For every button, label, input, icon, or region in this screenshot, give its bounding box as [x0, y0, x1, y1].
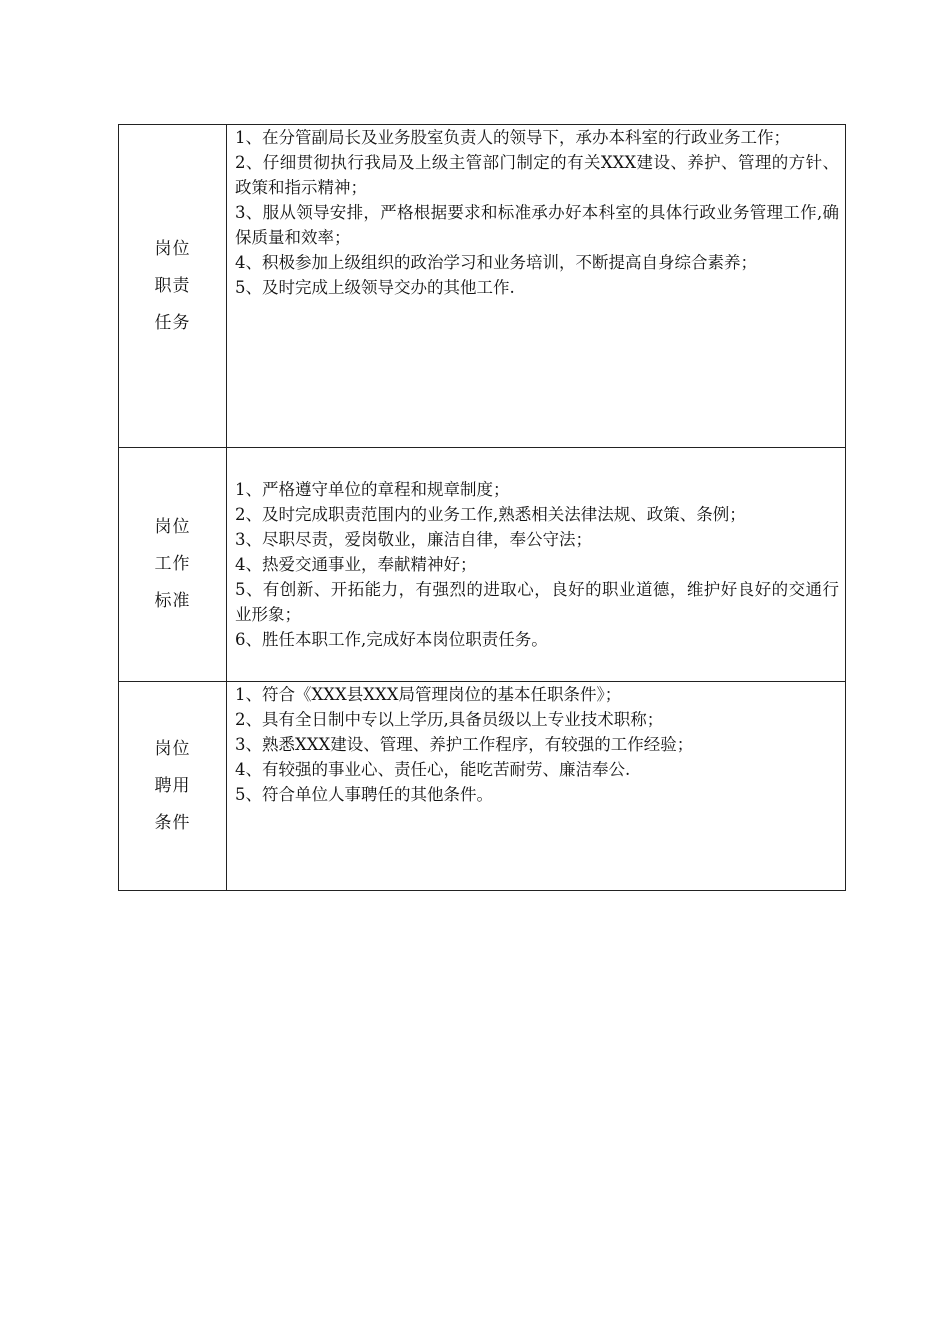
list-item: 5、有创新、开拓能力，有强烈的进取心，良好的职业道德，维护好良好的交通行业形象；	[235, 580, 839, 624]
row-content-cell	[227, 682, 846, 891]
list-item: 4、热爱交通事业，奉献精神好；	[235, 555, 477, 574]
list-item: 4、积极参加上级组织的政治学习和业务培训，不断提高自身综合素养；	[235, 253, 757, 272]
row-label-line: 岗位	[154, 738, 191, 759]
list-item: 1、严格遵守单位的章程和规章制度；	[235, 480, 510, 499]
row-label-line: 标准	[154, 591, 191, 611]
row-label-line: 条件	[154, 812, 191, 833]
row-label-line: 岗位	[154, 517, 191, 537]
list-item: 4、有较强的事业心、责任心，能吃苦耐劳、廉洁奉公.	[235, 760, 631, 779]
list-item: 6、胜任本职工作,完成好本岗位职责任务。	[235, 630, 548, 649]
list-item: 3、熟悉XXX建设、管理、养护工作程序，有较强的工作经验；	[235, 735, 694, 754]
row-label-line: 任务	[154, 312, 191, 333]
row-content-cell	[227, 448, 846, 682]
list-item: 2、及时完成职责范围内的业务工作,熟悉相关法律法规、政策、条例；	[235, 505, 746, 524]
table-row-duties	[119, 125, 846, 448]
row-label-cell	[119, 125, 227, 448]
content-list	[235, 448, 839, 652]
content-list	[235, 125, 839, 300]
list-item: 5、及时完成上级领导交办的其他工作.	[235, 278, 515, 297]
table-row-conditions	[119, 682, 846, 891]
content-list	[235, 682, 839, 807]
list-item: 3、尽职尽责，爱岗敬业，廉洁自律，奉公守法；	[235, 530, 592, 549]
row-label-line: 聘用	[154, 775, 191, 796]
row-label-line: 岗位	[154, 238, 191, 259]
list-item: 2、仔细贯彻执行我局及上级主管部门制定的有关XXX建设、养护、管理的方针、政策和指示精神；	[235, 153, 839, 197]
row-label-line: 工作	[154, 554, 191, 574]
row-content-cell	[227, 125, 846, 448]
row-label-line: 职责	[154, 275, 191, 296]
list-item: 1、符合《XXX县XXX局管理岗位的基本任职条件》；	[235, 685, 622, 704]
list-item: 3、服从领导安排，严格根据要求和标准承办好本科室的具体行政业务管理工作,确保质量和效率；	[235, 203, 839, 247]
job-description-table	[118, 124, 846, 891]
list-item: 5、符合单位人事聘任的其他条件。	[235, 785, 493, 804]
list-item: 1、在分管副局长及业务股室负责人的领导下，承办本科室的行政业务工作；	[235, 128, 790, 147]
row-label-cell	[119, 448, 227, 682]
row-label-cell	[119, 682, 227, 891]
table-row-standards	[119, 448, 846, 682]
list-item: 2、具有全日制中专以上学历,具备员级以上专业技术职称；	[235, 710, 664, 729]
